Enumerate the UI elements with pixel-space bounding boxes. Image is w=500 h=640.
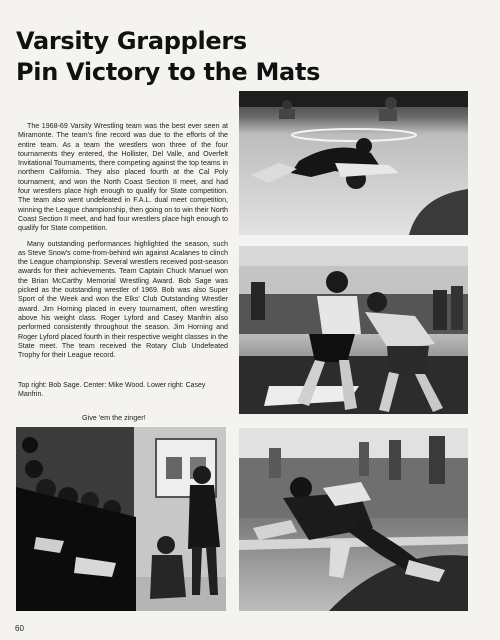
photo-wrestlers-grappling [239, 428, 468, 611]
photo-wrestling-pin [239, 91, 468, 235]
article-paragraph: The 1968-69 Varsity Wrestling team was the best ever seen at Miramonte. The team's fine record was due to the efforts of the entire team. As a team the wrestlers won three of the four tournaments they entered, the Hollister, Del Valle, and Overfelt Invitational Tournaments, there competing against the top teams in northern California. They also placed fourth at the Cal Poly tournament, and won the North Coast Section II meet, and had four wrestlers place high enough to qualify for State competition. The team also went undefeated in F.A.L. dual meet competition, winning the League championship, then going on to win their North Coast Section II meet, and had four wrestlers place high enough to qualify for State competition. [18, 122, 228, 233]
photo-team-bench [16, 427, 226, 611]
article-paragraph: Many outstanding performances highlighted the season, such as Steve Snow's come-from-behind win against Acalanes to clinch the League championship. Several wrestlers received post-season awards for their achievements. Team Captain Chuck Manuel won the Brian McCarthy Memorial Wrestling Award. Bob Sage was picked as the outstanding wrestler of 1969. Bob was also Super Sport of the Week and won the Elks' Club Outstanding Wrestler award. Jim Horning placed in every tournament, often wrestling above his weight class. Roger Lyford and Casey Manfrin also performed consistently throughout the season. Jim Horning and Roger Lyford placed fourth in their respective weight classes in the State meet. The team received the Rotary Club Undefeated Trophy for their League record. [18, 239, 228, 360]
page-headline [16, 26, 320, 88]
slogan-caption: Give 'em the zinger! [82, 413, 146, 422]
page-number: 60 [15, 624, 24, 633]
headline-line-1: Varsity Grapplers [16, 27, 247, 55]
photo-wrestlers-standing [239, 246, 468, 414]
photo-caption: Top right: Bob Sage. Center: Mike Wood. Lower right: Casey Manfrin. [18, 382, 206, 399]
headline-line-2: Pin Victory to the Mats [16, 58, 321, 86]
article-body [18, 122, 228, 366]
